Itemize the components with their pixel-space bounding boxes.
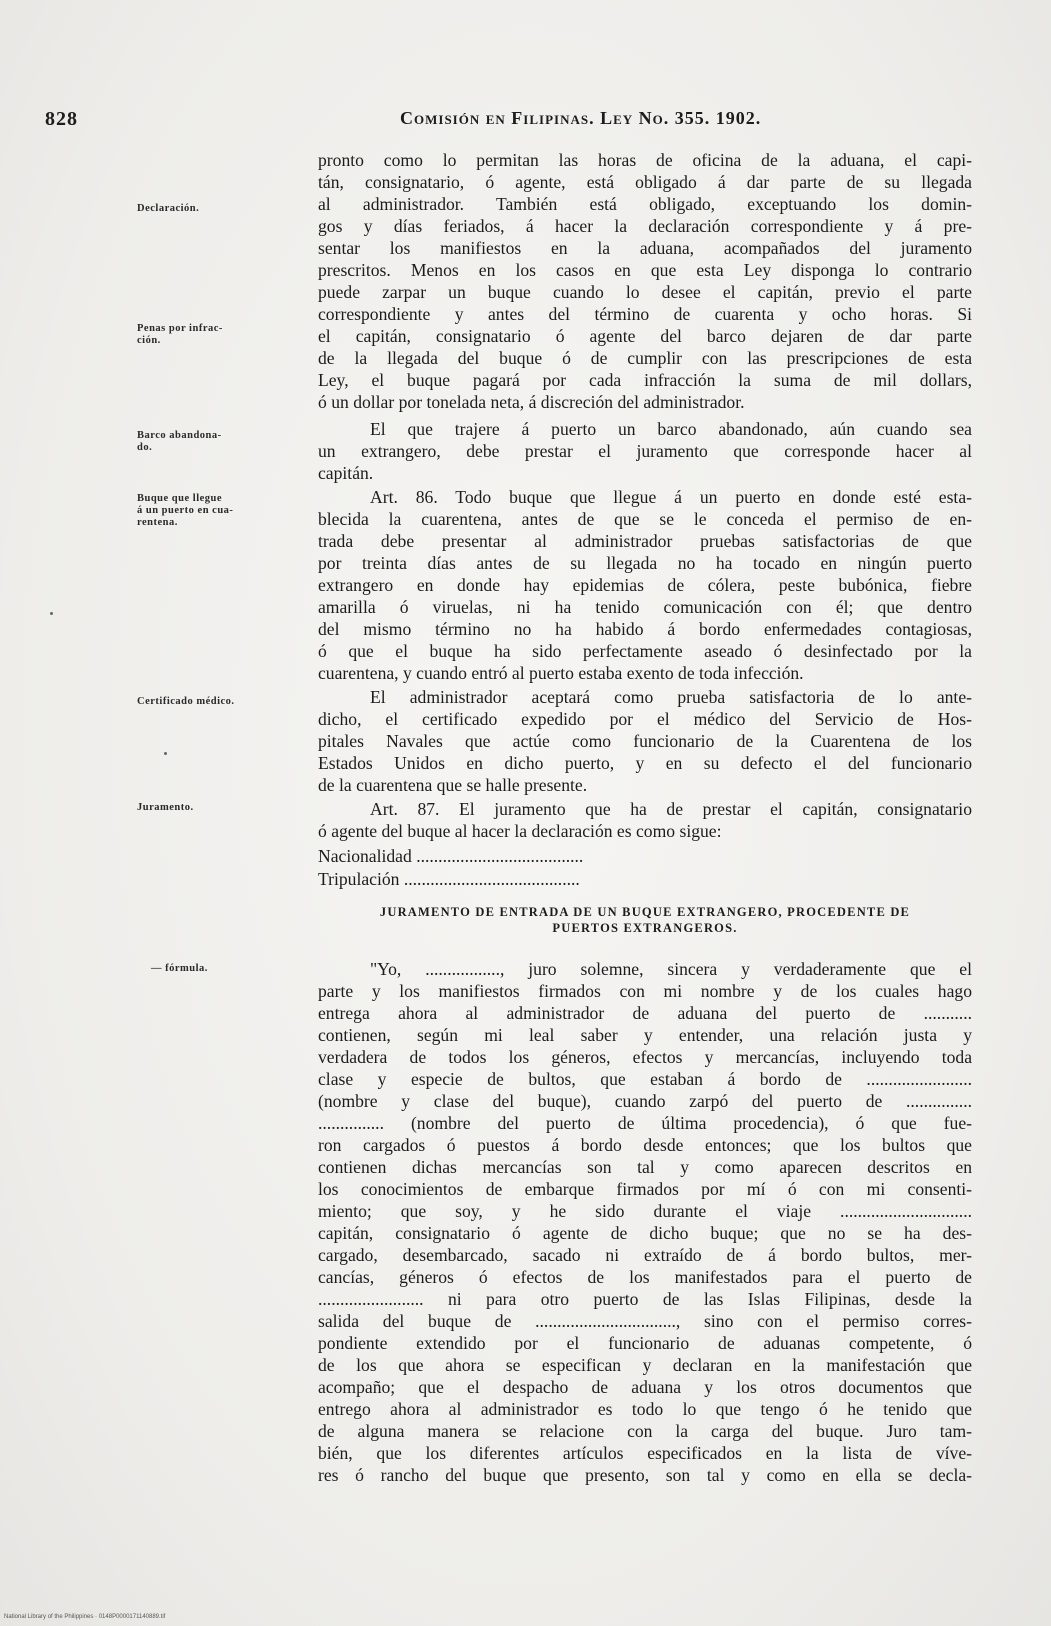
body-line: amarilla ó viruelas, ni ha tenido comunicación con él; que dentro bbox=[318, 597, 972, 617]
body-line: pitales Navales que actúe como funcionario de la Cuarentena de los bbox=[318, 731, 972, 751]
margin-note-formula: — fórmula. bbox=[151, 963, 208, 974]
section-heading: JURAMENTO DE ENTRADA DE UN BUQUE EXTRANGERO, PROCEDENTE DE PUERTOS EXTRANGEROS. bbox=[379, 905, 911, 935]
body-line: Art. 86. Todo buque que llegue á un puerto en donde esté esta- bbox=[370, 487, 972, 507]
body-line: ............... (nombre del puerto de última procedencia), ó que fue- bbox=[318, 1113, 972, 1133]
body-line: ó que el buque ha sido perfectamente aseado ó desinfectado por la bbox=[318, 641, 972, 661]
body-line: Art. 87. El juramento que ha de prestar el capitán, consignatario bbox=[370, 799, 972, 819]
body-line: clase y especie de bultos, que estaban á bordo de ........................ bbox=[318, 1069, 972, 1089]
body-line: por treinta días antes de su llegada no ha tocado en ningún puerto bbox=[318, 553, 972, 573]
margin-note-barco-abandonado: Barco abandona- do. bbox=[137, 430, 222, 453]
body-line: cancías, géneros ó efectos de los manifestados para el puerto de bbox=[318, 1267, 972, 1287]
body-line: Tripulación ........................................ bbox=[318, 869, 580, 889]
body-line: Estados Unidos en dicho puerto, y en su defecto el del funcionario bbox=[318, 753, 972, 773]
body-line: el capitán, consignatario ó agente del barco dejaren de dar parte bbox=[318, 326, 972, 346]
body-line: de la llegada del buque ó de cumplir con las prescripciones de esta bbox=[318, 348, 972, 368]
body-line: ó un dollar por tonelada neta, á discreción del administrador. bbox=[318, 392, 745, 412]
body-line: res ó rancho del buque que presento, son tal y como en ella se decla- bbox=[318, 1465, 972, 1485]
body-line: capitán. bbox=[318, 463, 374, 483]
body-line: al administrador. También está obligado, exceptuando los domin- bbox=[318, 194, 972, 214]
body-line: un extrangero, debe prestar el juramento que corresponde hacer al bbox=[318, 441, 972, 461]
body-line: verdadera de todos los géneros, efectos y mercancías, incluyendo toda bbox=[318, 1047, 972, 1067]
scan-speck bbox=[50, 612, 53, 615]
body-line: Nacionalidad ...................................... bbox=[318, 846, 584, 866]
body-line: sentar los manifiestos en la aduana, acompañados del juramento bbox=[318, 238, 972, 258]
body-line: capitán, consignatario ó agente de dicho buque; que no se ha des- bbox=[318, 1223, 972, 1243]
body-line: puede zarpar un buque cuando lo desee el capitán, previo el parte bbox=[318, 282, 972, 302]
body-line: entrega ahora al administrador de aduana del puerto de ........... bbox=[318, 1003, 972, 1023]
body-line: salida del buque de ................................, sino con el permiso corres- bbox=[318, 1311, 972, 1331]
body-line: El administrador aceptará como prueba satisfactoria de lo ante- bbox=[370, 687, 972, 707]
body-line: de los que ahora se especifican y declaran en la manifestación que bbox=[318, 1355, 972, 1375]
scan-credit: National Library of the Philippines · 0148P0000171140889.tif bbox=[4, 1614, 166, 1620]
body-line: extrangero en donde hay epidemias de cólera, peste bubónica, fiebre bbox=[318, 575, 972, 595]
body-line: acompaño; que el despacho de aduana y los otros documentos que bbox=[318, 1377, 972, 1397]
running-head: Comisión en Filipinas. Ley No. 355. 1902. bbox=[400, 108, 762, 128]
body-line: prescritos. Menos en los casos en que esta Ley disponga lo contrario bbox=[318, 260, 972, 280]
page-number: 828 bbox=[45, 108, 78, 130]
body-line: tán, consignatario, ó agente, está obligado á dar parte de su llegada bbox=[318, 172, 972, 192]
body-line: blecida la cuarentena, antes de que se le conceda el permiso de en- bbox=[318, 509, 972, 529]
body-line: cuarentena, y cuando entró al puerto estaba exento de toda infección. bbox=[318, 663, 804, 683]
margin-note-certificado-medico: Certificado médico. bbox=[137, 696, 235, 707]
body-line: ........................ ni para otro puerto de las Islas Filipinas, desde la bbox=[318, 1289, 972, 1309]
body-line: miento; que soy, y he sido durante el viaje .............................. bbox=[318, 1201, 972, 1221]
body-line: ó agente del buque al hacer la declaración es como sigue: bbox=[318, 821, 722, 841]
body-line: ron cargados ó puestos á bordo desde entonces; que los bultos que bbox=[318, 1135, 972, 1155]
body-line: gos y días feriados, á hacer la declaración correspondiente y á pre- bbox=[318, 216, 972, 236]
body-line: de la cuarentena que se halle presente. bbox=[318, 775, 588, 795]
body-line: "Yo, ................., juro solemne, sincera y verdaderamente que el bbox=[370, 959, 972, 979]
body-line: Ley, el buque pagará por cada infracción la suma de mil dollars, bbox=[318, 370, 972, 390]
body-line: pronto como lo permitan las horas de oficina de la aduana, el capi- bbox=[318, 150, 972, 170]
body-line: trada debe presentar al administrador pruebas satisfactorias de que bbox=[318, 531, 972, 551]
body-line: del mismo término no ha habido á bordo enfermedades contagiosas, bbox=[318, 619, 972, 639]
body-line: los conocimientos de embarque firmados por mí ó con mi consenti- bbox=[318, 1179, 972, 1199]
body-line: dicho, el certificado expedido por el médico del Servicio de Hos- bbox=[318, 709, 972, 729]
margin-note-penas: Penas por infrac- ción. bbox=[137, 323, 223, 346]
body-line: El que trajere á puerto un barco abandonado, aún cuando sea bbox=[370, 419, 972, 439]
body-line: (nombre y clase del buque), cuando zarpó del puerto de ............... bbox=[318, 1091, 972, 1111]
body-line: contienen dichas mercancías son tal y como aparecen descritos en bbox=[318, 1157, 972, 1177]
margin-note-juramento: Juramento. bbox=[137, 802, 194, 813]
body-line: parte y los manifiestos firmados con mi nombre y de los cuales hago bbox=[318, 981, 972, 1001]
margin-note-buque-cuarentena: Buque que llegue á un puerto en cua- rentena. bbox=[137, 493, 234, 528]
body-line: cargado, desembarcado, sacado ni extraído de á bordo bultos, mer- bbox=[318, 1245, 972, 1265]
body-line: correspondiente y antes del término de cuarenta y ocho horas. Si bbox=[318, 304, 972, 324]
body-line: contienen, según mi leal saber y entender, una relación justa y bbox=[318, 1025, 972, 1045]
scan-speck bbox=[164, 752, 167, 755]
margin-note-declaracion: Declaración. bbox=[137, 203, 200, 214]
body-line: de alguna manera se relacione con la carga del buque. Juro tam- bbox=[318, 1421, 972, 1441]
body-line: entrego ahora al administrador es todo lo que tengo ó he tenido que bbox=[318, 1399, 972, 1419]
body-line: pondiente extendido por el funcionario de aduanas competente, ó bbox=[318, 1333, 972, 1353]
body-line: bién, que los diferentes artículos especificados en la lista de víve- bbox=[318, 1443, 972, 1463]
